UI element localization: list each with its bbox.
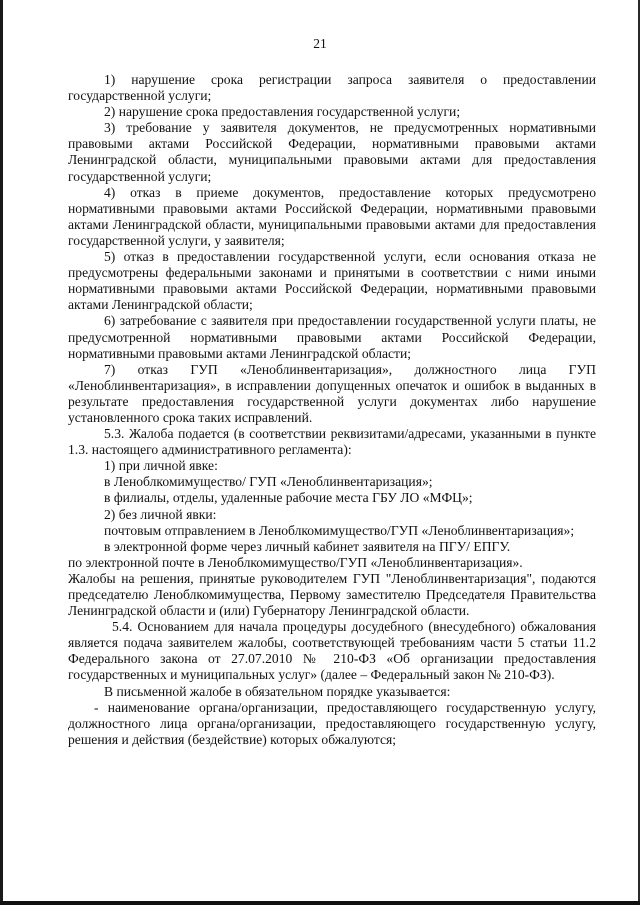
paragraph: 7) отказ ГУП «Леноблинвентаризация», должностного лица ГУП «Леноблинвентаризация», в исправлении допущенных опечаток и ошибок в выданных в результате предоставления государственной услуги документах либо нарушение установленного срока таких исправлений.	[68, 361, 596, 425]
paragraph: 3) требование у заявителя документов, не предусмотренных нормативными правовыми актами Российской Федерации, нормативными правовыми актами Ленинградской области, муниципальными правовыми актами для предоставления государственной услуги;	[68, 120, 596, 184]
paragraph: в Леноблкомимущество/ ГУП «Леноблинвентаризация»;	[104, 474, 433, 490]
paragraph: 1) при личной явке:	[104, 458, 218, 474]
scan-edge-left	[0, 0, 3, 905]
document-body	[68, 72, 596, 748]
paragraph: в электронной форме через личный кабинет заявителя на ПГУ/ ЕПГУ.	[104, 538, 511, 554]
paragraph: 4) отказ в приеме документов, предоставление которых предусмотрено нормативными правовыми актами Российской Федерации, нормативными правовыми актами Ленинградской области, муниципальными правовыми актами для предоставления государственной услуги, у заявителя;	[68, 184, 596, 248]
paragraph: 5) отказ в предоставлении государственной услуги, если основания отказа не предусмотрены федеральными законами и принятыми в соответствии с ними иными нормативными правовыми актами Российской Федерации, нормативными правовыми актами Ленинградской области;	[68, 249, 596, 313]
page-number: 21	[313, 36, 327, 51]
paragraph: в филиалы, отделы, удаленные рабочие места ГБУ ЛО «МФЦ»;	[104, 490, 473, 506]
paragraph: 2) нарушение срока предоставления государственной услуги;	[104, 104, 461, 120]
paragraph: 2) без личной явки:	[104, 506, 217, 522]
paragraph: Жалобы на решения, принятые руководителем ГУП "Леноблинвентаризация", подаются председателю Леноблкомимущества, Первому заместителю Председателя Правительства Ленинградской области и (или) Губернатору Ленинградской области.	[68, 570, 596, 619]
paragraph: 5.3. Жалоба подается (в соответствии реквизитами/адресами, указанными в пункте 1.3. настоящего административного регламента):	[68, 426, 596, 458]
paragraph: по электронной почте в Леноблкомимущество/ГУП «Леноблинвентаризация».	[68, 554, 523, 570]
paragraph: В письменной жалобе в обязательном порядке указывается:	[104, 683, 451, 699]
paragraph: 5.4. Основанием для начала процедуры досудебного (внесудебного) обжалования является подача заявителем жалобы, соответствующей требованиям части 5 статьи 11.2 Федерального закона от 27.07.2010 № 210-ФЗ «Об организации предоставления государственных и муниципальных услуг» (далее – Федеральный закон № 210-ФЗ).	[68, 619, 596, 683]
paragraph: - наименование органа/организации, предоставляющего государственную услугу, должностного лица органа/организации, предоставляющего государственную услугу, решения и действия (бездействие) которых обжалуются;	[68, 699, 596, 747]
paragraph: почтовым отправлением в Леноблкомимущество/ГУП «Леноблинвентаризация»;	[104, 522, 575, 538]
paragraph: 6) затребование с заявителя при предоставлении государственной услуги платы, не предусмотренной нормативными правовыми актами Российской Федерации, нормативными правовыми актами Ленинградской области;	[68, 313, 596, 361]
paragraph: 1) нарушение срока регистрации запроса заявителя о предоставлении государственной услуги;	[68, 72, 596, 104]
scan-edge-bottom	[0, 901, 640, 905]
